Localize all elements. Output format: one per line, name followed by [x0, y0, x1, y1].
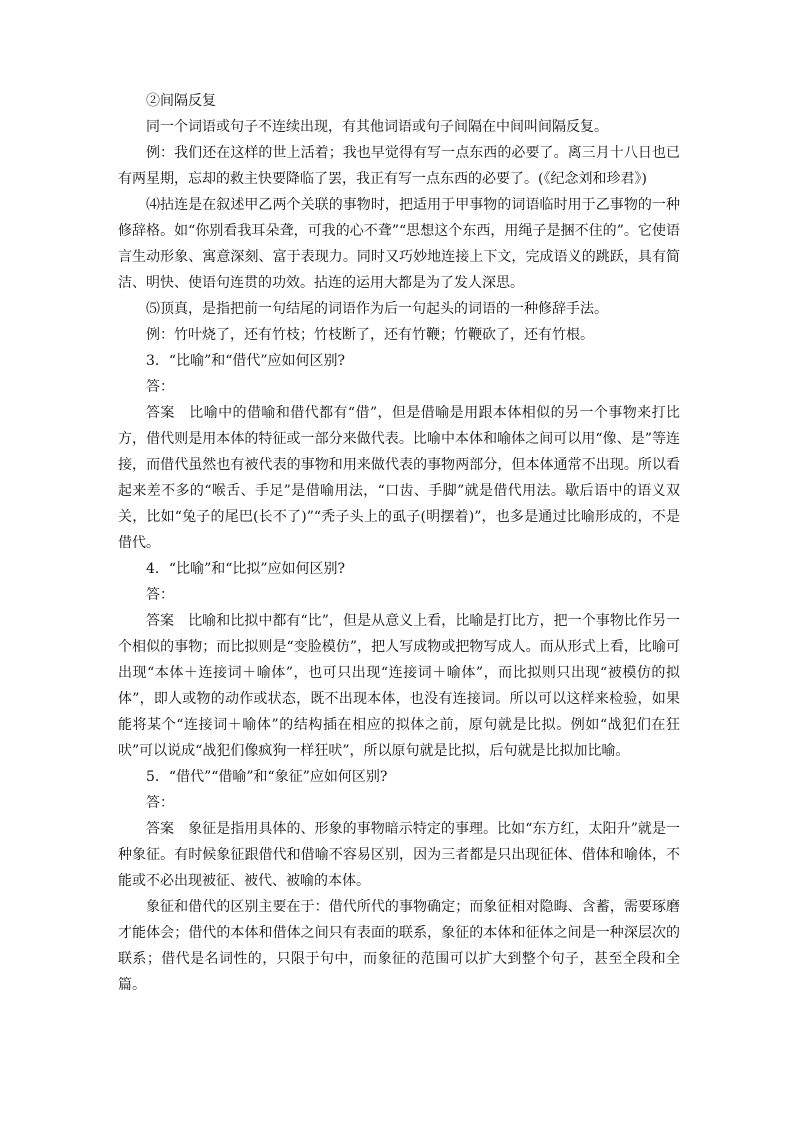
answer-5-continued: 象征和借代的区别主要在于：借代所代的事物确定；而象征相对隐晦、含蓄，需要琢磨才能体会；借代的本体和借体之间只有表面的联系，象征的本体和征体之间是一种深层次的联系；借代是名词性的，只限于句中，而象征的范围可以扩大到整个句子，甚至全段和全篇。 — [118, 899, 680, 993]
paragraph-anadiplosis: ⑸顶真，是指把前一句结尾的词语作为后一句起头的词语的一种修辞手法。 — [146, 301, 608, 317]
paragraph-zeugma: ⑷拈连是在叙述甲乙两个关联的事物时，把适用于甲事物的词语临时用于乙事物的一种修辞格。如“你别看我耳朵聋，可我的心不聋”“思想这个东西，用绳子是捆不住的”。它使语言生动形象、寓意深刻、富于表现力。同时又巧妙地连接上下文，完成语义的跳跃，具有简洁、明快、使语句连贯的功效。拈连的运用大都是为了发人深思。 — [118, 197, 680, 291]
answer-label-3: 答： — [146, 379, 174, 395]
answer-5: 答案 象征是指用具体的、形象的事物暗示特定的事理。比如“东方红，太阳升”就是一种象征。有时候象征跟借代和借喻不容易区别，因为三者都是只出现征体、借体和喻体，不能或不必出现被征、被代、被喻的本体。 — [118, 821, 680, 889]
subheading-interval-repetition: ②间隔反复 — [146, 93, 216, 109]
answer-label-4: 答： — [146, 587, 174, 603]
paragraph-interval-repetition-definition: 同一个词语或句子不连续出现，有其他词语或句子间隔在中间叫间隔反复。 — [146, 119, 608, 135]
answer-4: 答案 比喻和比拟中都有“比”，但是从意义上看，比喻是打比方，把一个事物比作另一个相似的事物；而比拟则是“变脸模仿”，把人写成物或把物写成人。而从形式上看，比喻可出现“本体＋连接词＋喻体”，也可只出现“连接词＋喻体”，而比拟则只出现“被模仿的拟体”，即人或物的动作或状态，既不出现本体，也没有连接词。所以可以这样来检验，如果能将某个“连接词＋喻体”的结构插在相应的拟体之前，原句就是比拟。例如“战犯们在狂吠”可以说成“战犯们像疯狗一样狂吠”，所以原句就是比拟，后句就是比拟加比喻。 — [118, 613, 680, 759]
answer-3: 答案 比喻中的借喻和借代都有“借”，但是借喻是用跟本体相似的另一个事物来打比方，借代则是用本体的特征或一部分来做代表。比喻中本体和喻体之间可以用“像、是”等连接，而借代虽然也有被代表的事物和用来做代表的事物两部分，但本体通常不出现。所以看起来差不多的“喉舌、手足”是借喻用法，“口齿、手脚”就是借代用法。歇后语中的语义双关，比如“兔子的尾巴(长不了)”“秃子头上的虱子(明摆着)”，也多是通过比喻形成的，不是借代。 — [118, 405, 680, 551]
answer-label-5: 答： — [146, 795, 174, 811]
question-3: 3．“比喻”和“借代”应如何区别? — [146, 353, 346, 369]
question-4: 4．“比喻”和“比拟”应如何区别? — [146, 561, 346, 577]
question-5: 5．“借代”“借喻”和“象征”应如何区别? — [146, 769, 388, 785]
paragraph-interval-repetition-example: 例：我们还在这样的世上活着；我也早觉得有写一点东西的必要了。离三月十八日也已有两星期，忘却的救主快要降临了罢，我正有写一点东西的必要了。(《纪念刘和珍君》) — [118, 145, 680, 187]
paragraph-anadiplosis-example: 例：竹叶烧了，还有竹枝；竹枝断了，还有竹鞭；竹鞭砍了，还有竹根。 — [146, 327, 594, 343]
document-body — [118, 88, 680, 998]
